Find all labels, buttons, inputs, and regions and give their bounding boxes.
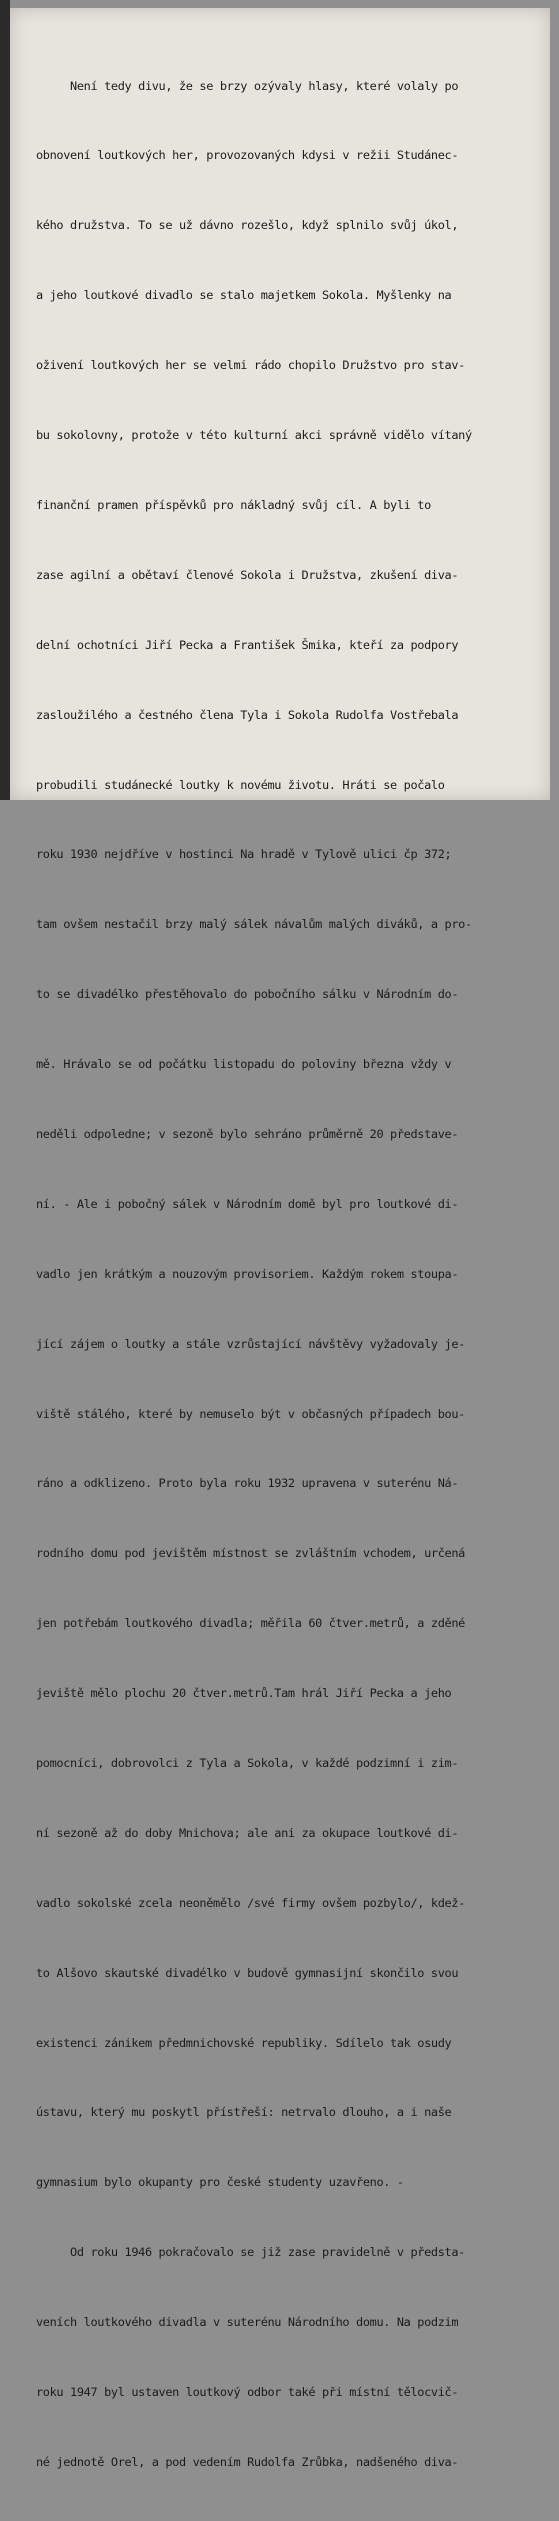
- text-line: roku 1930 nejdříve v hostinci Na hradě v Tylově ulici čp 372;: [36, 847, 452, 862]
- text-line: ní sezoně až do doby Mnichova; ale ani za okupace loutkové di-: [36, 1825, 459, 1840]
- text-line: ráno a odklizeno. Proto byla roku 1932 upravena v suterénu Ná-: [36, 1476, 459, 1491]
- text-line: vadlo sokolské zcela neoněmělo /své firmy ovšem pozbylo/, kdež-: [36, 1895, 465, 1910]
- body-text: [36, 28, 548, 2521]
- text-line: pomocníci, dobrovolci z Tyla a Sokola, v každé podzimní i zim-: [36, 1755, 459, 1770]
- text-line: gymnasium bylo okupanty pro české studenty uzavřeno. -: [36, 2175, 404, 2190]
- text-line: ní. - Ale i pobočný sálek v Národním domě byl pro loutkové di-: [36, 1196, 459, 1211]
- text-line: obnovení loutkových her, provozovaných kdysi v režii Studánec-: [36, 148, 459, 163]
- text-line: viště stálého, které by nemuselo být v občasných případech bou-: [36, 1406, 465, 1421]
- document-page: [10, 8, 550, 2469]
- text-line: mě. Hrávalo se od počátku listopadu do poloviny března vždy v: [36, 1057, 452, 1072]
- text-line: zase agilní a obětaví členové Sokola i Družstva, zkušení diva-: [36, 567, 459, 582]
- text-line: finanční pramen příspěvků pro nákladný svůj cíl. A byli to: [36, 497, 431, 512]
- text-line: Není tedy divu, že se brzy ozývaly hlasy, které volaly po: [36, 78, 459, 93]
- text-line: probudili studánecké loutky k novému životu. Hráti se počalo: [36, 777, 445, 792]
- text-line: to se divadélko přestěhovalo do pobočního sálku v Národním do-: [36, 987, 459, 1002]
- text-line: jící zájem o loutky a stále vzrůstající návštěvy vyžadovaly je-: [36, 1336, 465, 1351]
- text-line: vadlo jen krátkým a nouzovým provisoriem. Každým rokem stoupa-: [36, 1266, 459, 1281]
- text-line: veních loutkového divadla v suterénu Národního domu. Na podzim: [36, 2315, 459, 2330]
- text-line: oživení loutkových her se velmi rádo chopilo Družstvo pro stav-: [36, 358, 465, 373]
- text-line: a jeho loutkové divadlo se stalo majetkem Sokola. Myšlenky na: [36, 288, 452, 303]
- text-line: né jednotě Orel, a pod vedením Rudolfa Zrůbka, nadšeného diva-: [36, 2454, 459, 2469]
- text-line: jen potřebám loutkového divadla; měřila 60 čtver.metrů, a zděné: [36, 1616, 465, 1631]
- text-line: kého družstva. To se už dávno rozešlo, když splnilo svůj úkol,: [36, 218, 459, 233]
- text-line: to Alšovo skautské divadélko v budově gymnasijní skončilo svou: [36, 1965, 459, 1980]
- text-line: zasloužilého a čestného člena Tyla i Sokola Rudolfa Vostřebala: [36, 707, 459, 722]
- scan-left-border: [0, 0, 10, 800]
- text-line: ústavu, který mu poskytl přístřeší: netrvalo dlouho, a i naše: [36, 2105, 452, 2120]
- text-line: roku 1947 byl ustaven loutkový odbor také při místní tělocvič-: [36, 2384, 459, 2399]
- text-line: jeviště mělo plochu 20 čtver.metrů.Tam hrál Jiří Pecka a jeho: [36, 1686, 452, 1701]
- text-line: existenci zánikem předmnichovské republiky. Sdílelo tak osudy: [36, 2035, 452, 2050]
- text-line: Od roku 1946 pokračovalo se již zase pravidelně v předsta-: [36, 2245, 465, 2260]
- text-line: rodního domu pod jevištěm místnost se zvláštním vchodem, určená: [36, 1546, 465, 1561]
- text-line: delní ochotníci Jiří Pecka a František Šmika, kteří za podpory: [36, 637, 459, 652]
- text-line: bu sokolovny, protože v této kulturní akci správně vidělo vítaný: [36, 428, 472, 443]
- text-line: neděli odpoledne; v sezoně bylo sehráno průměrně 20 představe-: [36, 1126, 459, 1141]
- text-line: tam ovšem nestačil brzy malý sálek návalům malých diváků, a pro-: [36, 917, 472, 932]
